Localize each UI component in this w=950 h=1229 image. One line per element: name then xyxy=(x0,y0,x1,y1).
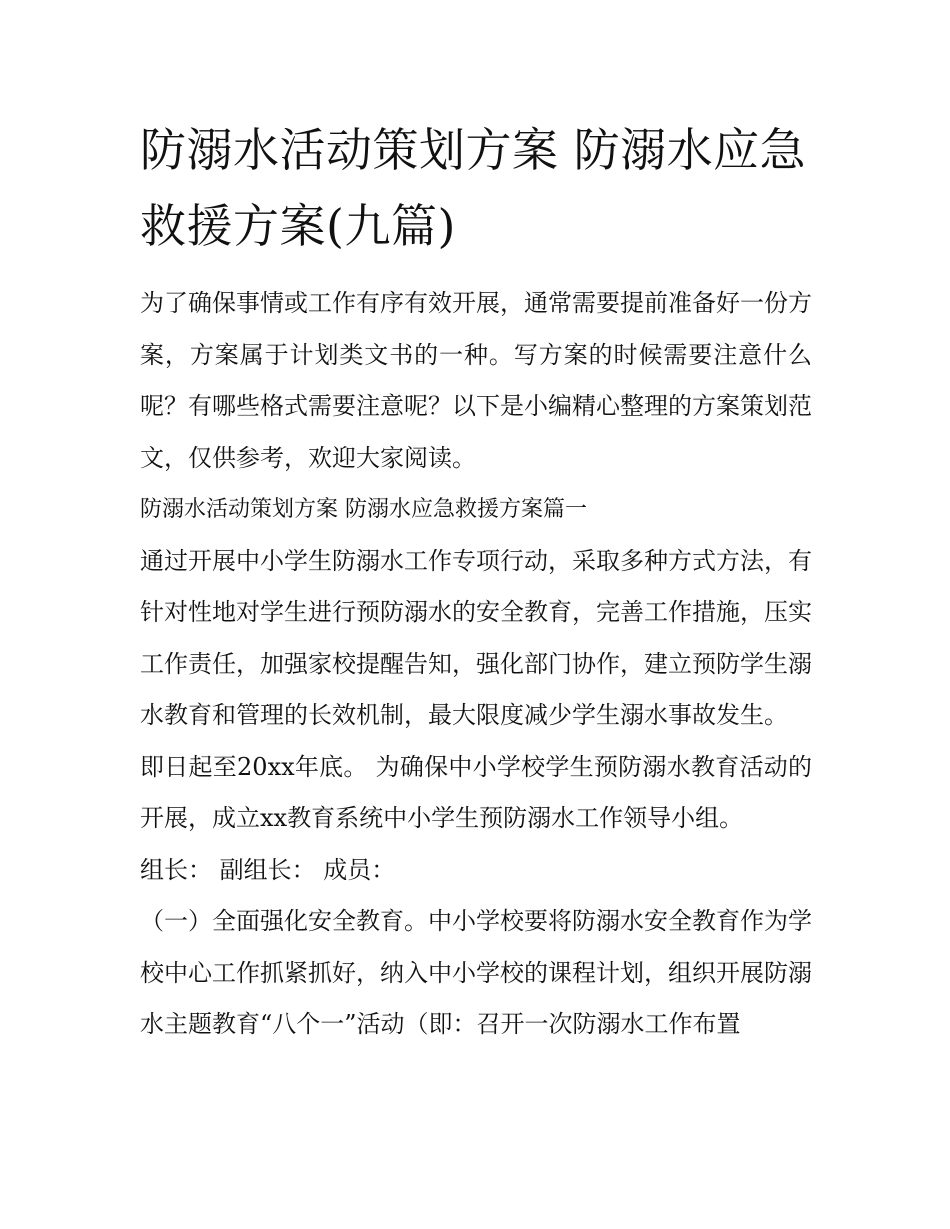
body-paragraph-1: 通过开展中小学生防溺水工作专项行动，采取多种方式方法，有针对性地对学生进行预防溺水的安全教育，完善工作措施，压实工作责任，加强家校提醒告知，强化部门协作，建立预防学生溺水教育和管理的长效机制，最大限度减少学生溺水事故发生。 xyxy=(140,546,812,729)
body-paragraph-2: 即日起至20xx年底。 为确保中小学校学生预防溺水教育活动的开展，成立xx教育系统中小学生预防溺水工作领导小组。 xyxy=(140,752,812,832)
body-paragraph-3: 组长： 副组长： 成员： xyxy=(140,855,396,884)
body-paragraph-4: （一）全面强化安全教育。中小学校要将防溺水安全教育作为学校中心工作抓紧抓好，纳入中小学校的课程计划，组织开展防溺水主题教育“八个一”活动（即：召开一次防溺水工作布置 xyxy=(140,907,812,1038)
section-heading: 防溺水活动策划方案 防溺水应急救援方案篇一 xyxy=(140,497,587,522)
document-page xyxy=(140,112,812,1051)
intro-paragraph: 为了确保事情或工作有序有效开展，通常需要提前准备好一份方案，方案属于计划类文书的一种。写方案的时候需要注意什么呢？有哪些格式需要注意呢？以下是小编精心整理的方案策划范文，仅供参考，欢迎大家阅读。 xyxy=(140,289,812,472)
document-title: 防溺水活动策划方案 防溺水应急救援方案(九篇) xyxy=(140,123,807,253)
